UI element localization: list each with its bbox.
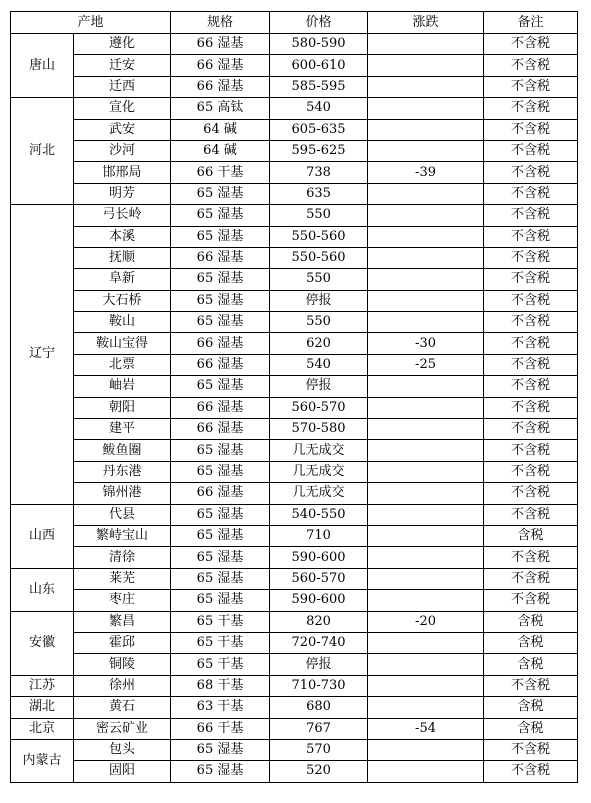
spec-cell: 66 湿基 [171, 483, 270, 504]
spec-cell: 64 碱 [171, 140, 270, 161]
table-row [11, 290, 578, 311]
price-cell: 595-625 [270, 140, 368, 161]
place-cell: 包头 [74, 739, 171, 760]
place-cell: 繁峙宝山 [74, 525, 171, 546]
change-cell [368, 247, 484, 268]
change-cell [368, 55, 484, 76]
note-cell: 不含税 [484, 504, 578, 525]
spec-cell: 66 湿基 [171, 55, 270, 76]
place-cell: 霍邱 [74, 632, 171, 653]
note-cell: 不含税 [484, 461, 578, 482]
table-row [11, 162, 578, 183]
place-cell: 代县 [74, 504, 171, 525]
table-row [11, 632, 578, 653]
region-cell: 辽宁 [11, 205, 74, 504]
place-cell: 锦州港 [74, 483, 171, 504]
price-cell: 550 [270, 312, 368, 333]
price-cell: 550 [270, 205, 368, 226]
price-cell: 767 [270, 718, 368, 739]
note-cell: 含税 [484, 525, 578, 546]
place-cell: 邯邢局 [74, 162, 171, 183]
note-cell: 不含税 [484, 675, 578, 696]
spec-cell: 65 湿基 [171, 547, 270, 568]
spec-cell: 65 湿基 [171, 461, 270, 482]
price-cell: 几无成交 [270, 483, 368, 504]
table-row [11, 761, 578, 782]
table-row [11, 504, 578, 525]
note-cell: 不含税 [484, 761, 578, 782]
place-cell: 铜陵 [74, 654, 171, 675]
price-cell: 635 [270, 183, 368, 204]
note-cell: 不含税 [484, 183, 578, 204]
change-cell: -25 [368, 354, 484, 375]
place-cell: 鞍山宝得 [74, 333, 171, 354]
header-origin: 产地 [11, 12, 171, 34]
note-cell: 不含税 [484, 119, 578, 140]
change-cell [368, 590, 484, 611]
header-spec: 规格 [171, 12, 270, 34]
change-cell [368, 697, 484, 718]
table-row [11, 483, 578, 504]
note-cell: 不含税 [484, 590, 578, 611]
price-cell: 停报 [270, 376, 368, 397]
table-row [11, 397, 578, 418]
price-cell: 820 [270, 611, 368, 632]
price-cell: 停报 [270, 654, 368, 675]
price-cell: 540 [270, 98, 368, 119]
place-cell: 莱芜 [74, 568, 171, 589]
table-row [11, 76, 578, 97]
spec-cell: 66 湿基 [171, 419, 270, 440]
change-cell [368, 632, 484, 653]
price-cell: 710-730 [270, 675, 368, 696]
note-cell: 不含税 [484, 247, 578, 268]
spec-cell: 65 湿基 [171, 739, 270, 760]
spec-cell: 66 湿基 [171, 247, 270, 268]
table-row [11, 675, 578, 696]
note-cell: 不含税 [484, 226, 578, 247]
place-cell: 丹东港 [74, 461, 171, 482]
note-cell: 不含税 [484, 376, 578, 397]
price-cell: 580-590 [270, 34, 368, 55]
table-row [11, 611, 578, 632]
change-cell [368, 419, 484, 440]
spec-cell: 65 湿基 [171, 226, 270, 247]
place-cell: 北票 [74, 354, 171, 375]
spec-cell: 65 湿基 [171, 590, 270, 611]
table-row [11, 547, 578, 568]
change-cell [368, 483, 484, 504]
note-cell: 含税 [484, 632, 578, 653]
table-row [11, 34, 578, 55]
price-cell: 585-595 [270, 76, 368, 97]
place-cell: 明芳 [74, 183, 171, 204]
note-cell: 不含税 [484, 34, 578, 55]
table-body [11, 34, 578, 783]
spec-cell: 65 湿基 [171, 376, 270, 397]
place-cell: 遵化 [74, 34, 171, 55]
change-cell [368, 739, 484, 760]
note-cell: 不含税 [484, 162, 578, 183]
change-cell [368, 290, 484, 311]
change-cell [368, 568, 484, 589]
change-cell [368, 226, 484, 247]
spec-cell: 68 干基 [171, 675, 270, 696]
change-cell [368, 140, 484, 161]
region-cell: 北京 [11, 718, 74, 739]
spec-cell: 65 湿基 [171, 761, 270, 782]
price-cell: 550-560 [270, 247, 368, 268]
table-row [11, 333, 578, 354]
note-cell: 不含税 [484, 440, 578, 461]
place-cell: 黄石 [74, 697, 171, 718]
place-cell: 本溪 [74, 226, 171, 247]
place-cell: 沙河 [74, 140, 171, 161]
place-cell: 建平 [74, 419, 171, 440]
iron-ore-price-table [10, 11, 578, 783]
note-cell: 不含税 [484, 568, 578, 589]
price-cell: 几无成交 [270, 440, 368, 461]
change-cell [368, 312, 484, 333]
region-cell: 内蒙古 [11, 739, 74, 782]
region-cell: 山西 [11, 504, 74, 568]
change-cell: -39 [368, 162, 484, 183]
spec-cell: 65 湿基 [171, 525, 270, 546]
change-cell [368, 654, 484, 675]
spec-cell: 66 湿基 [171, 397, 270, 418]
place-cell: 枣庄 [74, 590, 171, 611]
change-cell [368, 34, 484, 55]
spec-cell: 65 干基 [171, 611, 270, 632]
table-row [11, 654, 578, 675]
spec-cell: 64 碱 [171, 119, 270, 140]
region-cell: 安徽 [11, 611, 74, 675]
price-cell: 520 [270, 761, 368, 782]
spec-cell: 65 湿基 [171, 269, 270, 290]
place-cell: 鞍山 [74, 312, 171, 333]
place-cell: 迁安 [74, 55, 171, 76]
spec-cell: 66 湿基 [171, 34, 270, 55]
table-row [11, 590, 578, 611]
change-cell [368, 461, 484, 482]
note-cell: 含税 [484, 611, 578, 632]
region-cell: 江苏 [11, 675, 74, 696]
note-cell: 不含税 [484, 269, 578, 290]
spec-cell: 65 湿基 [171, 568, 270, 589]
spec-cell: 63 干基 [171, 697, 270, 718]
table-row [11, 419, 578, 440]
change-cell [368, 205, 484, 226]
price-cell: 570 [270, 739, 368, 760]
price-cell: 710 [270, 525, 368, 546]
place-cell: 武安 [74, 119, 171, 140]
table-row [11, 55, 578, 76]
table-row [11, 98, 578, 119]
region-cell: 唐山 [11, 34, 74, 98]
note-cell: 不含税 [484, 140, 578, 161]
spec-cell: 65 湿基 [171, 205, 270, 226]
note-cell: 不含税 [484, 419, 578, 440]
change-cell [368, 397, 484, 418]
note-cell: 不含税 [484, 333, 578, 354]
place-cell: 密云矿业 [74, 718, 171, 739]
change-cell [368, 675, 484, 696]
price-cell: 590-600 [270, 547, 368, 568]
price-cell: 570-580 [270, 419, 368, 440]
table-row [11, 269, 578, 290]
price-cell: 550-560 [270, 226, 368, 247]
price-cell: 600-610 [270, 55, 368, 76]
price-cell: 几无成交 [270, 461, 368, 482]
change-cell [368, 440, 484, 461]
place-cell: 朝阳 [74, 397, 171, 418]
place-cell: 岫岩 [74, 376, 171, 397]
change-cell [368, 761, 484, 782]
table-row [11, 140, 578, 161]
table-row [11, 440, 578, 461]
change-cell: -30 [368, 333, 484, 354]
price-cell: 560-570 [270, 397, 368, 418]
change-cell [368, 183, 484, 204]
note-cell: 不含税 [484, 739, 578, 760]
header-row [11, 12, 578, 34]
price-cell: 680 [270, 697, 368, 718]
table-row [11, 247, 578, 268]
price-cell: 620 [270, 333, 368, 354]
price-cell: 550 [270, 269, 368, 290]
table-row [11, 525, 578, 546]
header-change: 涨跌 [368, 12, 484, 34]
spec-cell: 66 湿基 [171, 76, 270, 97]
price-cell: 540 [270, 354, 368, 375]
table-row [11, 205, 578, 226]
note-cell: 不含税 [484, 483, 578, 504]
table-row [11, 119, 578, 140]
price-cell: 540-550 [270, 504, 368, 525]
spec-cell: 65 湿基 [171, 312, 270, 333]
spec-cell: 65 高钛 [171, 98, 270, 119]
place-cell: 弓长岭 [74, 205, 171, 226]
place-cell: 徐州 [74, 675, 171, 696]
change-cell [368, 119, 484, 140]
place-cell: 大石桥 [74, 290, 171, 311]
place-cell: 宣化 [74, 98, 171, 119]
region-cell: 河北 [11, 98, 74, 205]
note-cell: 不含税 [484, 354, 578, 375]
place-cell: 繁昌 [74, 611, 171, 632]
change-cell [368, 76, 484, 97]
price-cell: 560-570 [270, 568, 368, 589]
header-price: 价格 [270, 12, 368, 34]
price-cell: 605-635 [270, 119, 368, 140]
spec-cell: 65 湿基 [171, 290, 270, 311]
spec-cell: 65 干基 [171, 654, 270, 675]
change-cell: -20 [368, 611, 484, 632]
note-cell: 含税 [484, 654, 578, 675]
change-cell [368, 98, 484, 119]
note-cell: 不含税 [484, 205, 578, 226]
spec-cell: 66 干基 [171, 162, 270, 183]
table-row [11, 226, 578, 247]
table-row [11, 183, 578, 204]
note-cell: 不含税 [484, 547, 578, 568]
change-cell [368, 376, 484, 397]
header-note: 备注 [484, 12, 578, 34]
region-cell: 山东 [11, 568, 74, 611]
table-row [11, 739, 578, 760]
place-cell: 迁西 [74, 76, 171, 97]
price-cell: 590-600 [270, 590, 368, 611]
price-cell: 停报 [270, 290, 368, 311]
region-cell: 湖北 [11, 697, 74, 718]
change-cell [368, 525, 484, 546]
price-cell: 738 [270, 162, 368, 183]
note-cell: 含税 [484, 718, 578, 739]
place-cell: 阜新 [74, 269, 171, 290]
change-cell [368, 504, 484, 525]
spec-cell: 65 湿基 [171, 440, 270, 461]
spec-cell: 66 湿基 [171, 333, 270, 354]
note-cell: 不含税 [484, 98, 578, 119]
note-cell: 含税 [484, 697, 578, 718]
table-row [11, 697, 578, 718]
place-cell: 固阳 [74, 761, 171, 782]
price-cell: 720-740 [270, 632, 368, 653]
spec-cell: 65 湿基 [171, 504, 270, 525]
note-cell: 不含税 [484, 312, 578, 333]
place-cell: 清徐 [74, 547, 171, 568]
table-row [11, 718, 578, 739]
change-cell: -54 [368, 718, 484, 739]
spec-cell: 65 干基 [171, 632, 270, 653]
spec-cell: 66 湿基 [171, 354, 270, 375]
spec-cell: 66 干基 [171, 718, 270, 739]
table-row [11, 354, 578, 375]
note-cell: 不含税 [484, 55, 578, 76]
place-cell: 鲅鱼圈 [74, 440, 171, 461]
change-cell [368, 269, 484, 290]
table-row [11, 376, 578, 397]
place-cell: 抚顺 [74, 247, 171, 268]
note-cell: 不含税 [484, 76, 578, 97]
table-row [11, 568, 578, 589]
note-cell: 不含税 [484, 290, 578, 311]
table-row [11, 461, 578, 482]
spec-cell: 65 湿基 [171, 183, 270, 204]
note-cell: 不含税 [484, 397, 578, 418]
change-cell [368, 547, 484, 568]
table-row [11, 312, 578, 333]
